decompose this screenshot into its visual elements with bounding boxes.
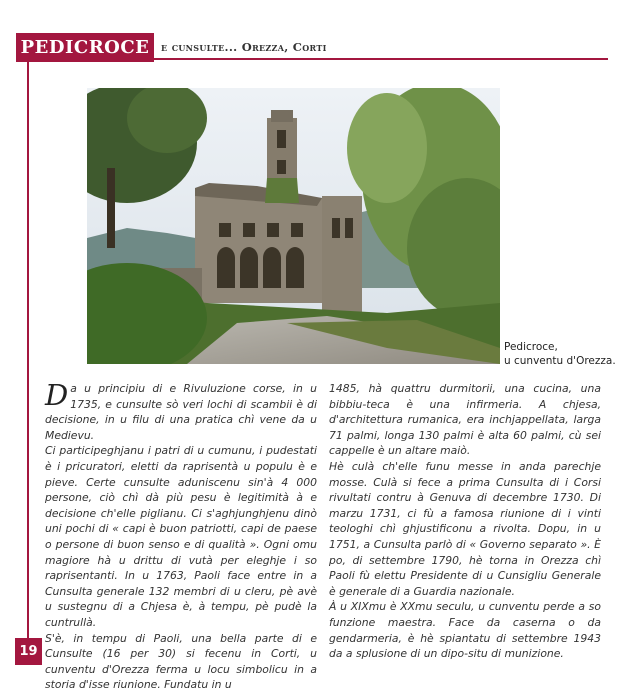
photo-caption xyxy=(504,340,624,368)
top-rule xyxy=(154,58,608,60)
paragraph: S'è, in tempu di Paoli, una bella parte di e Cunsulte (16 per 30) si fecenu in Corti, u cunventu d'Orezza ferma u locu simbolicu in a storia d'isse riunione. Fundatu in u xyxy=(45,631,317,692)
page-number: 19 xyxy=(15,638,42,665)
paragraph: À u XIXmu è XXmu seculu, u cunventu perde a so funzione maestra. Face da caserna o da gendarmeria, è hè spiantatu di settembre 1943 da a splusione di un dipo-situ di munizione. xyxy=(329,600,601,661)
paragraph-text: a u principiu di e Rivuluzione corse, in u 1735, e cunsulte sò veri lochi di scambii è di decisione, in u filu di una pratica chì vene da u Medievu. xyxy=(45,382,317,442)
convent-photo xyxy=(87,88,500,364)
drop-cap: D xyxy=(45,378,69,412)
page-subtitle: e cunsulte... Orezza, Corti xyxy=(161,40,327,54)
paragraph: Hè culà ch'elle funu messe in anda parechje mosse. Culà si fece a prima Cunsulta di i Corsi rivultati contru à Genuva di decembre 1730. Di marzu 1731, ci fù a famosa riunione di i vinti teologhi chì ghjustificonu a rivolta. Dopu, in u 1751, a Cunsulta parlò di « Governo separato ». È po, di settembre 1790, hè torna in Orezza chì Paoli fù elettu Presidente di u Cunsigliu Generale è generale di a Guardia nazionale. xyxy=(329,459,601,598)
page-title: PEDICROCE xyxy=(16,33,154,62)
article-right-column xyxy=(329,381,601,662)
caption-line-1: Pedicroce, xyxy=(504,341,558,353)
paragraph xyxy=(45,378,317,443)
paragraph: 1485, hà quattru durmitorii, una cucina, una bibbiu-teca è una infirmeria. A chjesa, d'architettura rumanica, era inchjappellata, larga 71 palmi, longa 130 palmi è alta 60 palmi, cù sei cappelle è un altare maiò. xyxy=(329,382,601,458)
caption-line-2: u cunventu d'Orezza. xyxy=(504,355,616,367)
left-rule xyxy=(27,62,29,640)
paragraph: Ci participeghjanu i patri di u cumunu, i pudestati è i pricuratori, eletti da raprisentà u populu è e pieve. Certe cunsulte aduniscenu sin'à 4 000 persone, ciò chì dà più pesu è legitimità à e decisione ch'elle piglianu. Ci s'aghjunghjenu dinò uni pochi di « capi è buon patriotti, capi de paese o persone di buon senso e di qualità ». Ogni omu magiore hà u drittu di vutà per eleghje i so raprisentanti. In u 1763, Paoli face entre in a Cunsulta generale 132 membri di u cleru, pè avè u sustegnu di a Chjesa è, à tempu, pè pudè la cuntrullà. xyxy=(45,444,317,629)
article-left-column xyxy=(45,378,317,693)
